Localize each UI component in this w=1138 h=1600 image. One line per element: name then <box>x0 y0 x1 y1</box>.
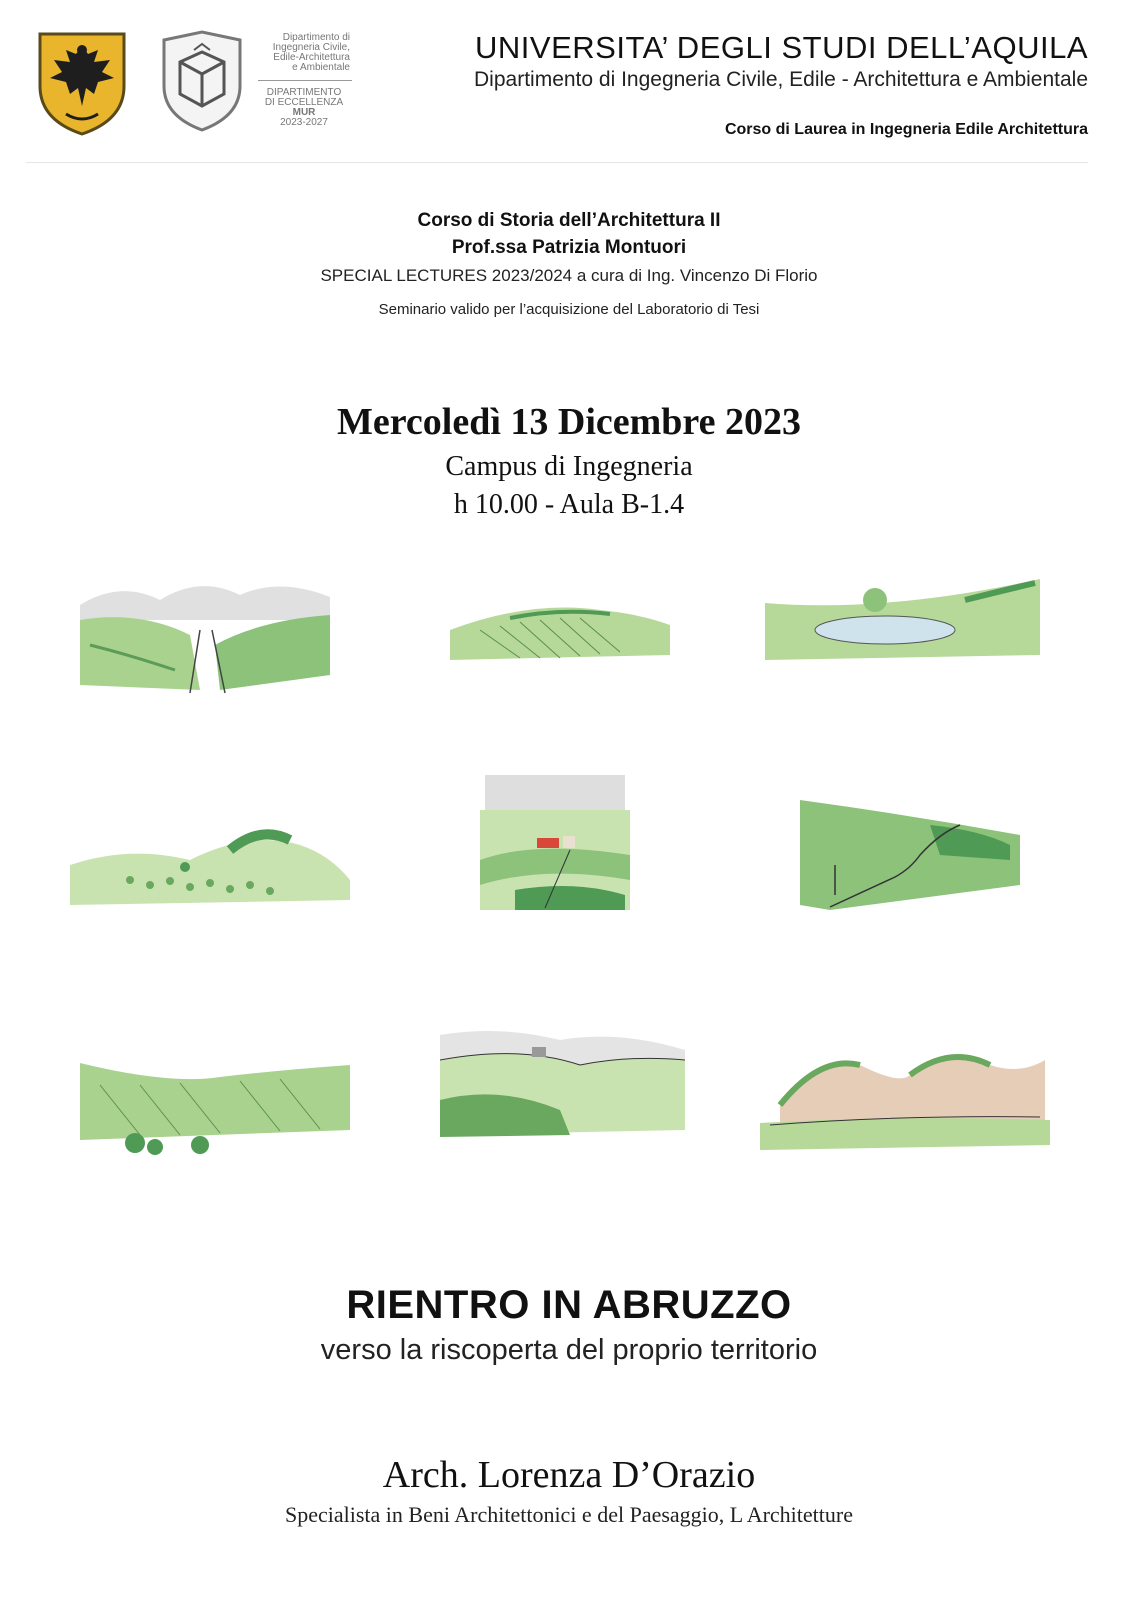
event-date: Mercoledì 13 Dicembre 2023 <box>337 401 801 443</box>
special-lectures-line: SPECIAL LECTURES 2023/2024 a cura di Ing. Vincenzo Di Florio <box>320 266 818 285</box>
university-title: UNIVERSITA’ DEGLI STUDI DELL’AQUILA <box>475 30 1088 65</box>
landscape-sketch-valley-road <box>80 575 330 700</box>
history-course-title: Corso di Storia dell’Architettura II <box>417 210 721 231</box>
landscape-sketch-rolling-fields <box>80 1055 350 1160</box>
landscape-sketch-hill-town <box>440 1025 685 1140</box>
speaker-name: Arch. Lorenza D’Orazio <box>382 1454 756 1496</box>
badge-line-8: 2023-2027 <box>280 117 328 128</box>
badge-divider <box>258 80 352 81</box>
badge-line-7: MUR <box>292 107 316 118</box>
talk-subtitle: verso la riscoperta del proprio territorio <box>320 1334 818 1366</box>
badge-department-text <box>258 33 350 73</box>
department-name: Dipartimento di Ingegneria Civile, Edile - Architettura e Ambientale <box>474 68 1088 91</box>
badge-line-5: DIPARTIMENTO <box>266 87 342 98</box>
landscape-sketch-vineyard-hill <box>450 600 670 670</box>
badge-line-2: Ingegneria Civile, <box>272 42 350 53</box>
landscape-sketch-mountains <box>760 1045 1050 1155</box>
talk-title: RIENTRO IN ABRUZZO <box>346 1283 792 1327</box>
header-divider <box>26 162 1088 163</box>
badge-line-3: Edile-Architettura <box>273 52 350 63</box>
landscape-sketch-olive-grove <box>70 825 350 910</box>
badge-line-6: DI ECCELLENZA <box>264 97 344 108</box>
badge-excellence-text <box>258 88 350 128</box>
event-location: Campus di Ingegneria <box>445 451 693 482</box>
event-time-room: h 10.00 - Aula B-1.4 <box>453 489 685 520</box>
landscape-sketch-village <box>475 770 635 920</box>
landscape-sketch-pond <box>765 575 1040 665</box>
professor-name: Prof.ssa Patrizia Montuori <box>451 237 687 258</box>
landscape-sketch-road-slope <box>800 795 1020 915</box>
department-cube-logo <box>160 30 244 132</box>
course-name: Corso di Laurea in Ingegneria Edile Architettura <box>724 121 1088 138</box>
seminar-validity-note: Seminario valido per l’acquisizione del Laboratorio di Tesi <box>378 301 760 318</box>
badge-line-1: Dipartimento di <box>282 32 350 43</box>
badge-line-4: e Ambientale <box>292 62 350 73</box>
university-eagle-logo <box>36 28 128 136</box>
speaker-role: Specialista in Beni Architettonici e del Paesaggio, L Architetture <box>285 1502 853 1527</box>
